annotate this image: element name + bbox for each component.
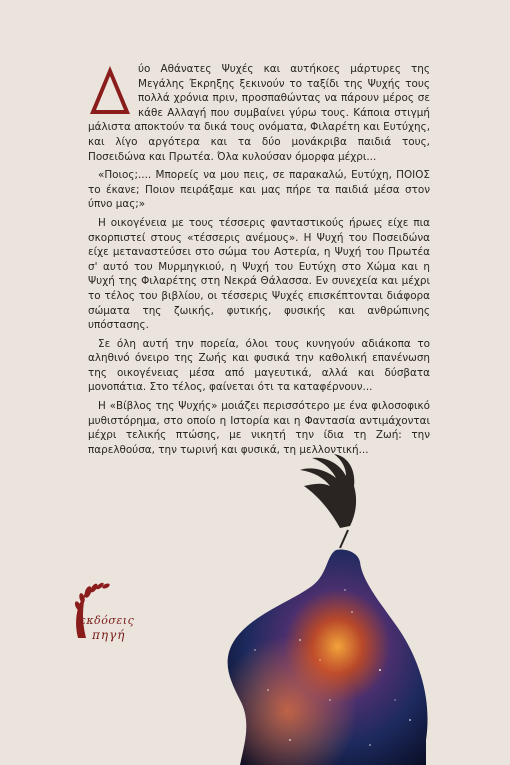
feather-icon: [300, 454, 356, 548]
publisher-line-1: εκδόσεις: [80, 614, 135, 627]
paragraph-2: «Ποιος;.... Μπορείς να μου πεις, σε παρακαλώ, Ευτύχη, ΠΟΙΟΣ το έκανε; Ποιον πειράξαμε και μας πήρε τα παιδιά μέσα στον ύπνο μας;»: [88, 169, 430, 211]
paragraph-4: Σε όλη αυτή την πορεία, όλοι τους κυνηγούν αδιάκοπα το αληθινό όνειρο της Ζωής και φυσικά την καθολική επανένωση της οικογένειας μέσα από μαγευτικά, αλλά και δύσβατα μονοπάτια. Στο τέλος, φαίνεται ότι τα καταφέρνουν...: [88, 337, 430, 394]
publisher-line-2: πηγή: [92, 628, 126, 642]
paragraph-5: Η «Βίβλος της Ψυχής» μοιάζει περισσότερο με ένα φιλοσοφικό μυθιστόρημα, στο οποίο η Ιστορία και η Φαντασία αντιμάχονται μέχρι τελικής πτώσης, με νικητή την ίδια τη Ζωή: την παρελθούσα, την τωρινή και φυσικά, τη μελλοντική...: [88, 400, 430, 456]
paragraph-1-text: ύο Αθάνατες Ψυχές και αυτήκοες μάρτυρες της Μεγάλης Έκρηξης ξεκινούν το ταξίδι της Ψυχής τους πολλά χρόνια πριν, προσπαθώντας να πάρουν μέρος σε κάθε Αλλαγή που συμβαίνει γύρω τους. Κάποια στιγμή μάλιστα αποκτούν τα δικά τους ονόματα, Φιλαρέτη και Ευτύχης, και λίγο αργότερα και τα δύο μονάκριβα παιδιά τους, Ποσειδώνα και Πρωτέα. Όλα κυλούσαν όμορφα μέχρι...: [88, 63, 430, 163]
ink-blob-galaxy: [228, 550, 428, 765]
paragraph-3: Η οικογένεια με τους τέσσερις φανταστικούς ήρωες είχε πια σκορπιστεί στους «τέσσερις ανέμους». Η Ψυχή του Ποσειδώνα είχε μεταναστεύσει στο σώμα του Αστερία, η Ψυχή του Πρωτέα σ' αυτό του Μυρμηγκιού, η Ψυχή του Ευτύχη στο Χώμα και η Ψυχή της Φιλαρέτης στη Νεκρά Θάλασσα. Εν συνεχεία και μέχρι το τέλος του βιβλίου, οι τέσσερις Ψυχές επισκέπτονται διάφορα σώματα της ζωικής, φυτικής, φυσικής και ανθρώπινης υπόστασης.: [88, 216, 430, 332]
